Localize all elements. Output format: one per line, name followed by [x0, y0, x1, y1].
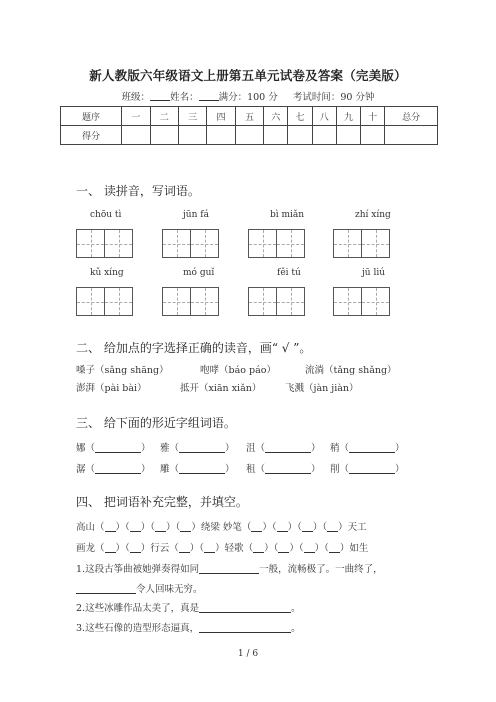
idiom-blank[interactable] [329, 542, 340, 553]
answer-blank[interactable] [95, 463, 141, 474]
score-header-cell: 二 [150, 107, 178, 126]
score-header-cell: 一 [122, 107, 150, 126]
reading-choice[interactable]: 嗓子（sǎng shāng） [76, 365, 169, 376]
page-number: 1 / 6 [237, 649, 259, 659]
idiom-blank[interactable] [105, 542, 116, 553]
idiom-blank[interactable] [105, 521, 116, 532]
pinyin-label: jū liú [362, 268, 386, 278]
answer-blank[interactable] [179, 442, 225, 453]
reading-choice[interactable]: 飞溅（jàn jiàn） [285, 383, 359, 394]
char-prompt: 削（ [330, 464, 350, 475]
name-blank [199, 91, 219, 101]
word-pair: 沮（ ） [246, 443, 321, 454]
score-header-cell: 七 [288, 107, 312, 126]
name-label: 姓名： [170, 92, 199, 103]
writing-grid[interactable] [333, 287, 390, 316]
pinyin-label: zhí xíng [355, 210, 391, 220]
idiom-blank[interactable] [155, 521, 166, 532]
word-pair: 削（ ） [330, 464, 405, 475]
score-cell[interactable] [235, 126, 263, 145]
answer-blank[interactable] [179, 463, 225, 474]
score-row-label: 得分 [61, 126, 122, 145]
score-header-cell: 三 [178, 107, 206, 126]
score-header-cell: 九 [336, 107, 360, 126]
word-pair: 潺（ ） [76, 464, 151, 475]
section1-heading: 一、 读拼音，写词语。 [76, 184, 200, 198]
idiom-blank[interactable] [180, 521, 191, 532]
word-pair: 稍（ ） [330, 443, 405, 454]
pinyin-label: chōu tì [90, 210, 122, 220]
answer-blank[interactable] [199, 563, 259, 574]
exam-time: 考试时间：90 分钟 [292, 92, 375, 103]
score-header-cell: 五 [235, 107, 263, 126]
answer-blank[interactable] [199, 622, 291, 633]
writing-grid[interactable] [76, 229, 133, 258]
score-header-cell: 十 [361, 107, 385, 126]
idiom-blank[interactable] [130, 521, 141, 532]
score-table [60, 106, 438, 145]
writing-grid[interactable] [162, 287, 219, 316]
answer-blank[interactable] [76, 583, 136, 594]
question-1-cont: 令人回味无穷。 [76, 581, 203, 595]
idiom-blank[interactable] [277, 521, 288, 532]
question-1: 1.这段古筝曲被她弹奏得如同 一般，流畅极了。一曲终了， [76, 564, 383, 575]
word-pair: 雅（ ） [160, 443, 235, 454]
reading-choice[interactable]: 澎湃（pài bài） [76, 383, 147, 394]
score-cell[interactable] [150, 126, 178, 145]
score-cell[interactable] [122, 126, 150, 145]
writing-grid[interactable] [76, 287, 133, 316]
char-prompt: 雅（ [160, 443, 180, 454]
char-prompt: 租（ [246, 464, 266, 475]
idiom-blank[interactable] [327, 521, 338, 532]
idiom-blank[interactable] [302, 521, 313, 532]
pinyin-label: kǔ xíng [90, 268, 124, 278]
idiom-line-2: 画龙（ ）（ ）行云（ ）（ ）轻歌（ ）（ ）（ ）（ ）如生 [76, 543, 369, 554]
reading-choice[interactable]: 流淌（tǎng shǎng） [305, 365, 397, 376]
score-header-row [61, 107, 438, 126]
score-cell[interactable] [312, 126, 336, 145]
char-prompt: 雕（ [160, 464, 180, 475]
idiom-line-1: 高山（ ）（ ）（ ）（ ）绕梁 妙笔（ ）（ ）（ ）（ ）天工 [76, 522, 367, 533]
full-score: 满分：100 分 [218, 92, 278, 103]
reading-choice[interactable]: 抵开（xiān xiǎn） [180, 383, 262, 394]
pinyin-label: mó guǐ [183, 268, 215, 278]
word-pair: 租（ ） [246, 464, 321, 475]
page-title: 新人教版六年级语文上册第五单元试卷及答案（完美版） [89, 68, 407, 83]
score-cell[interactable] [264, 126, 288, 145]
char-prompt: 潺（ [76, 464, 96, 475]
writing-grid[interactable] [333, 229, 390, 258]
score-header-cell: 八 [312, 107, 336, 126]
score-cell[interactable] [361, 126, 385, 145]
idiom-blank[interactable] [278, 542, 289, 553]
word-pair: 雕（ ） [160, 464, 235, 475]
section3-heading: 三、 给下面的形近字组词语。 [76, 416, 236, 430]
score-value-row [61, 126, 438, 145]
score-header-cell: 总分 [385, 107, 438, 126]
exam-info-line [0, 89, 496, 103]
idiom-blank[interactable] [204, 542, 215, 553]
idiom-blank[interactable] [179, 542, 190, 553]
score-header-cell: 四 [207, 107, 235, 126]
answer-blank[interactable] [95, 442, 141, 453]
section2-heading: 二、 给加点的字选择正确的读音，画“ √ ”。 [76, 341, 312, 355]
idiom-blank[interactable] [304, 542, 315, 553]
answer-blank[interactable] [349, 463, 395, 474]
pinyin-label: bì miǎn [270, 210, 305, 220]
score-header-cell: 题序 [61, 107, 122, 126]
answer-blank[interactable] [349, 442, 395, 453]
section4-heading: 四、 把词语补充完整，并填空。 [76, 495, 248, 509]
score-cell[interactable] [385, 126, 438, 145]
class-blank [150, 91, 170, 101]
score-cell[interactable] [207, 126, 235, 145]
answer-blank[interactable] [265, 442, 311, 453]
writing-grid[interactable] [162, 229, 219, 258]
idiom-blank[interactable] [130, 542, 141, 553]
writing-grid[interactable] [248, 229, 305, 258]
class-label: 班级： [121, 92, 151, 103]
reading-choice[interactable]: 咆哮（báo páo） [200, 365, 276, 376]
score-cell[interactable] [288, 126, 312, 145]
answer-blank[interactable] [199, 602, 291, 613]
question-3: 3.这些石像的造型形态逼真， 。 [76, 623, 301, 634]
idiom-blank[interactable] [251, 521, 262, 532]
char-prompt: 沮（ [246, 443, 266, 454]
char-prompt: 稍（ [330, 443, 350, 454]
score-cell[interactable] [178, 126, 206, 145]
char-prompt: 娜（ [76, 443, 96, 454]
pinyin-label: jūn fá [183, 210, 209, 220]
score-header-cell: 六 [264, 107, 288, 126]
pinyin-label: fěi tú [277, 268, 301, 278]
writing-grid[interactable] [248, 287, 305, 316]
answer-blank[interactable] [265, 463, 311, 474]
question-2: 2.这些冰雕作品太美了，真是 。 [76, 603, 301, 614]
word-pair: 娜（ ） [76, 443, 151, 454]
score-cell[interactable] [336, 126, 360, 145]
idiom-blank[interactable] [253, 542, 264, 553]
